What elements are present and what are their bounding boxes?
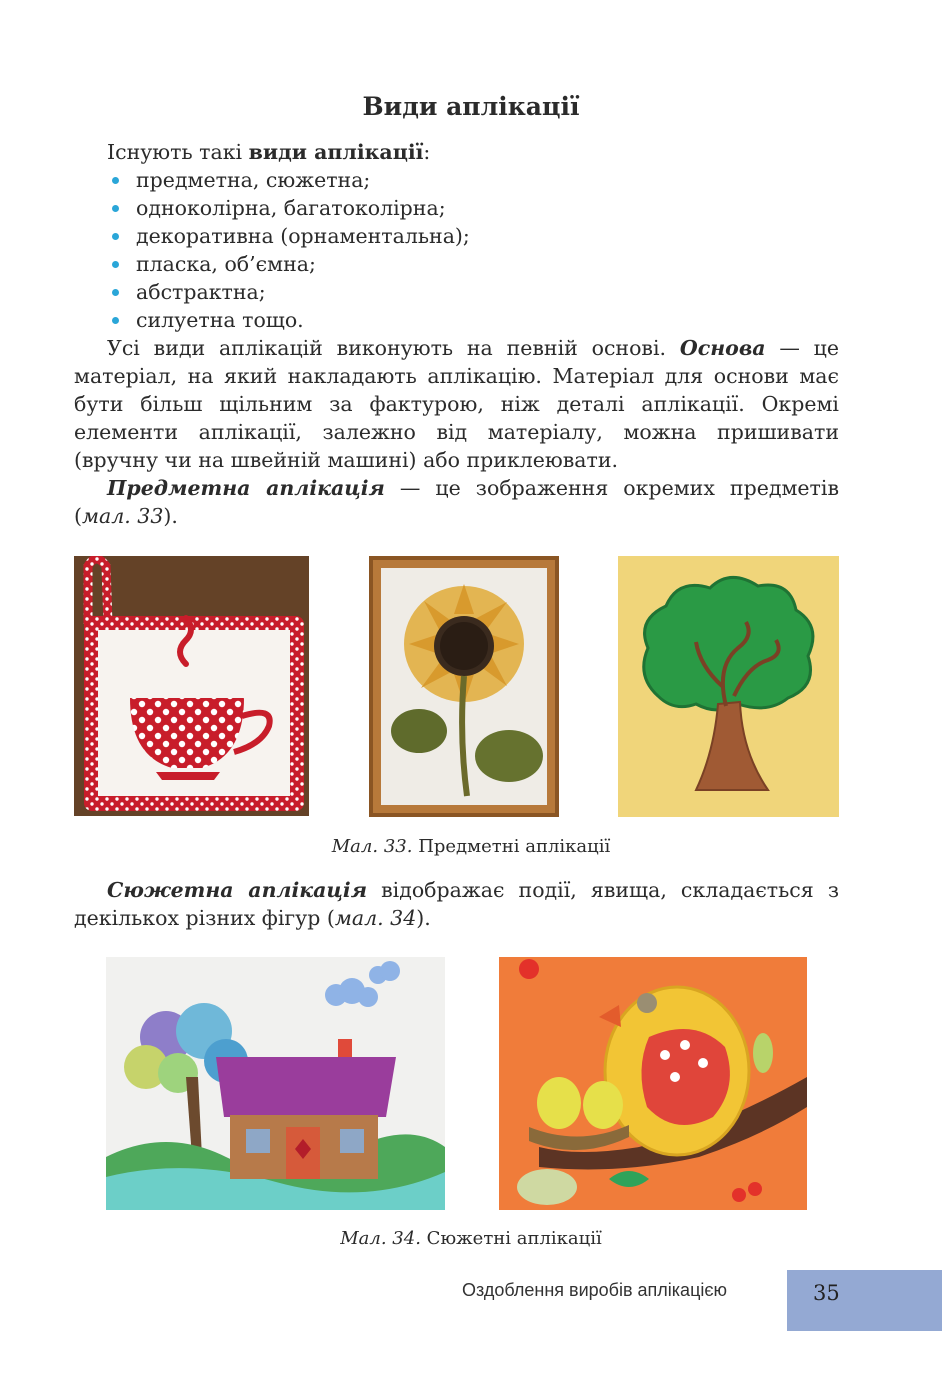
bullet-dot-icon [112, 261, 119, 268]
term-object-applique: Предметна аплікація [107, 476, 385, 500]
figure-34-caption [0, 1228, 942, 1249]
figure-ref: мал. 33 [82, 504, 164, 528]
figure-ref: мал. 34 [334, 906, 417, 930]
figure-34-text: Сюжетні аплікації [426, 1228, 602, 1249]
p3-after: відображає події, явища, складається з декількох різних фігур ( [74, 878, 840, 930]
figure-33-caption [0, 836, 942, 857]
list-item [110, 306, 470, 334]
page-title: Види аплікації [362, 92, 580, 121]
p3-close: ). [416, 906, 431, 930]
p2-after: — це зображення окремих предметів ( [74, 476, 839, 528]
list-item-text: декоративна (орнаментальна); [136, 224, 470, 248]
paper-house-image [106, 957, 445, 1210]
bullet-dot-icon [112, 177, 119, 184]
paragraph-object-applique [74, 474, 839, 530]
types-list [110, 166, 470, 334]
paragraph-base [74, 334, 839, 474]
intro-after: : [423, 140, 431, 164]
figure-33-label: Мал. 33. [331, 836, 413, 857]
term-plot-applique: Сюжетна аплікація [107, 878, 368, 902]
paragraph-plot-applique [74, 876, 839, 932]
list-item-text: силуетна тощо. [136, 308, 304, 332]
sunflower-seed-image [369, 556, 559, 817]
page-number-box [787, 1270, 942, 1331]
bullet-dot-icon [112, 205, 119, 212]
list-item [110, 194, 470, 222]
list-item-text: абстрактна; [136, 280, 266, 304]
list-item-text: предметна, сюжетна; [136, 168, 371, 192]
list-item-text: пласка, об’ємна; [136, 252, 316, 276]
term-base: Основа [679, 336, 766, 360]
bullet-dot-icon [112, 317, 119, 324]
figure-34-label: Мал. 34. [340, 1228, 421, 1249]
figure-33-text: Предметні аплікації [418, 836, 611, 857]
p1-after: — це матеріал, на який накладають аплікацію. Матеріал для основи має бути більш щільним за фактурою, ніж деталі аплікації. Окремі елементи аплікації, залежно від матеріалу, можна пришивати (вручну чи на швейній машині) або приклеювати. [74, 336, 839, 472]
intro-bold: види аплікації [248, 140, 424, 164]
p2-close: ). [163, 504, 178, 528]
list-item [110, 250, 470, 278]
bullet-dot-icon [112, 289, 119, 296]
list-item-text: одноколірна, багатоколірна; [136, 196, 446, 220]
footer-section-title: Оздоблення виробів аплікацією [462, 1280, 728, 1300]
page-number: 35 [813, 1281, 840, 1305]
p1-before: Усі види аплікацій виконують на певній основі. [107, 336, 680, 360]
felt-tree-image [618, 556, 839, 817]
potholder-cup-image [74, 556, 309, 816]
felt-bird-image [499, 957, 807, 1210]
bullet-dot-icon [112, 233, 119, 240]
intro-line [107, 138, 430, 166]
list-item [110, 222, 470, 250]
list-item [110, 166, 470, 194]
list-item [110, 278, 470, 306]
intro-before: Існують такі [107, 140, 249, 164]
